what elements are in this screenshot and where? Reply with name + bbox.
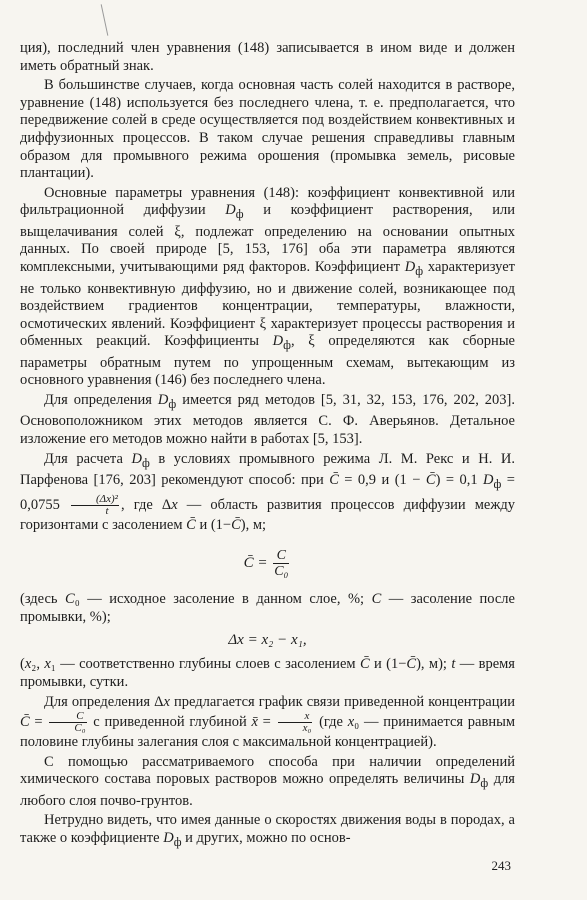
paragraph-5: Для расчета $D_ф$ в условиях промывного режима Л. М. Рекс и Н. И. Парфенова [176, 203] рекомендуют способ: при C̄ = 0,9 и (1 − C̄) = 0,1 $D_ф = 0,0755$ $\frac{\text{(Δx)²}}{t}$ , где Δx — область развития процессов диффузии между горизонтами с засолением C̄ и (1−C̄), м;	[20, 450, 515, 533]
paragraph-4: Для определения $D_ф$ имеется ряд методов [5, 31, 32, 153, 176, 202, 203]. Основоположником этих методов является С. Ф. Аверьянов. Детальное изложение его методов можно найти в работах [5, 153].	[20, 391, 515, 448]
paragraph-9: С помощью рассматриваемого способа при наличии определений химического состава поровых растворов можно определять величины $D_ф$ для любого слоя почво-грунтов.	[20, 753, 515, 809]
fraction-x-x0: $\frac{x}{\text{x₀}}$	[278, 711, 313, 734]
paragraph-6: (здесь C₀ — исходное засоление в данном слое, %; C — засоление после промывки, %);	[20, 591, 515, 625]
formula-delta-x: Δx = x₂ − x₁,	[228, 632, 307, 649]
fraction-c-c0: $\frac{C}{\text{C₀}}$	[49, 711, 86, 734]
formula-c-bar: C̄ = $\frac{C}{\text{C₀}}$	[243, 548, 289, 580]
paragraph-7: (x₂, x₁ — соответственно глубины слоев с засолением C̄ и (1−C̄), м); t — время промывки, сутки.	[20, 656, 515, 690]
paragraph-1: ция), последний член уравнения (148) записывается в ином виде и должен иметь обратный знак.	[20, 40, 515, 74]
paragraph-8: Для определения Δx предлагается график связи приведенной концентрации C̄ = $\frac{C}{\text{C₀}}$ с приведенной глубиной x̄ = $\frac{x}{\text{x₀}}$ (где x₀ — принимается равным половине глубины залегания слоя с максимальной концентрацией).	[20, 693, 516, 751]
margin-mark	[101, 4, 109, 36]
paragraph-2: В большинстве случаев, когда основная часть солей находится в растворе, уравнение (148) используется без последнего члена, т. е. предполагается, что передвижение солей в среде осуществляется под воздействием конвективных и диффузионных процессов. В таком случае решения справедливы главным образом для промывного режима орошения (промывка земель, рисовые плантации).	[20, 77, 515, 182]
page-number: 243	[491, 858, 511, 873]
paragraph-3: Основные параметры уравнения (148): коэффициент конвективной или фильтрационной диффузии $D_ф$ и коэффициент растворения, или выщелачивания солей ξ, подлежат определению на основании опытных данных. По своей природе [5, 153, 176] оба эти параметра являются комплексными, учитывающими ряд факторов. Коэффициент $D_ф$ характеризует не только конвективную диффузию, но и движение солей, возникающее под воздействием градиентов концентрации, температуры, влажности, осмотических явлений. Коэффициент ξ характеризует процессы растворения и обменных реакций. Коэффициенты $D_ф$, ξ определяются как сборные параметры обратным путем по упрощенным схемам, вытекающим из основного уравнения (146) без последнего члена.	[20, 184, 515, 389]
paragraph-10: Нетрудно видеть, что имея данные о скоростях движения воды в породах, а также о коэффициенте $D_ф$ и других, можно по основ-	[20, 812, 515, 849]
fraction-dx2-t: $\frac{\text{(Δx)²}}{t}$	[71, 494, 119, 517]
